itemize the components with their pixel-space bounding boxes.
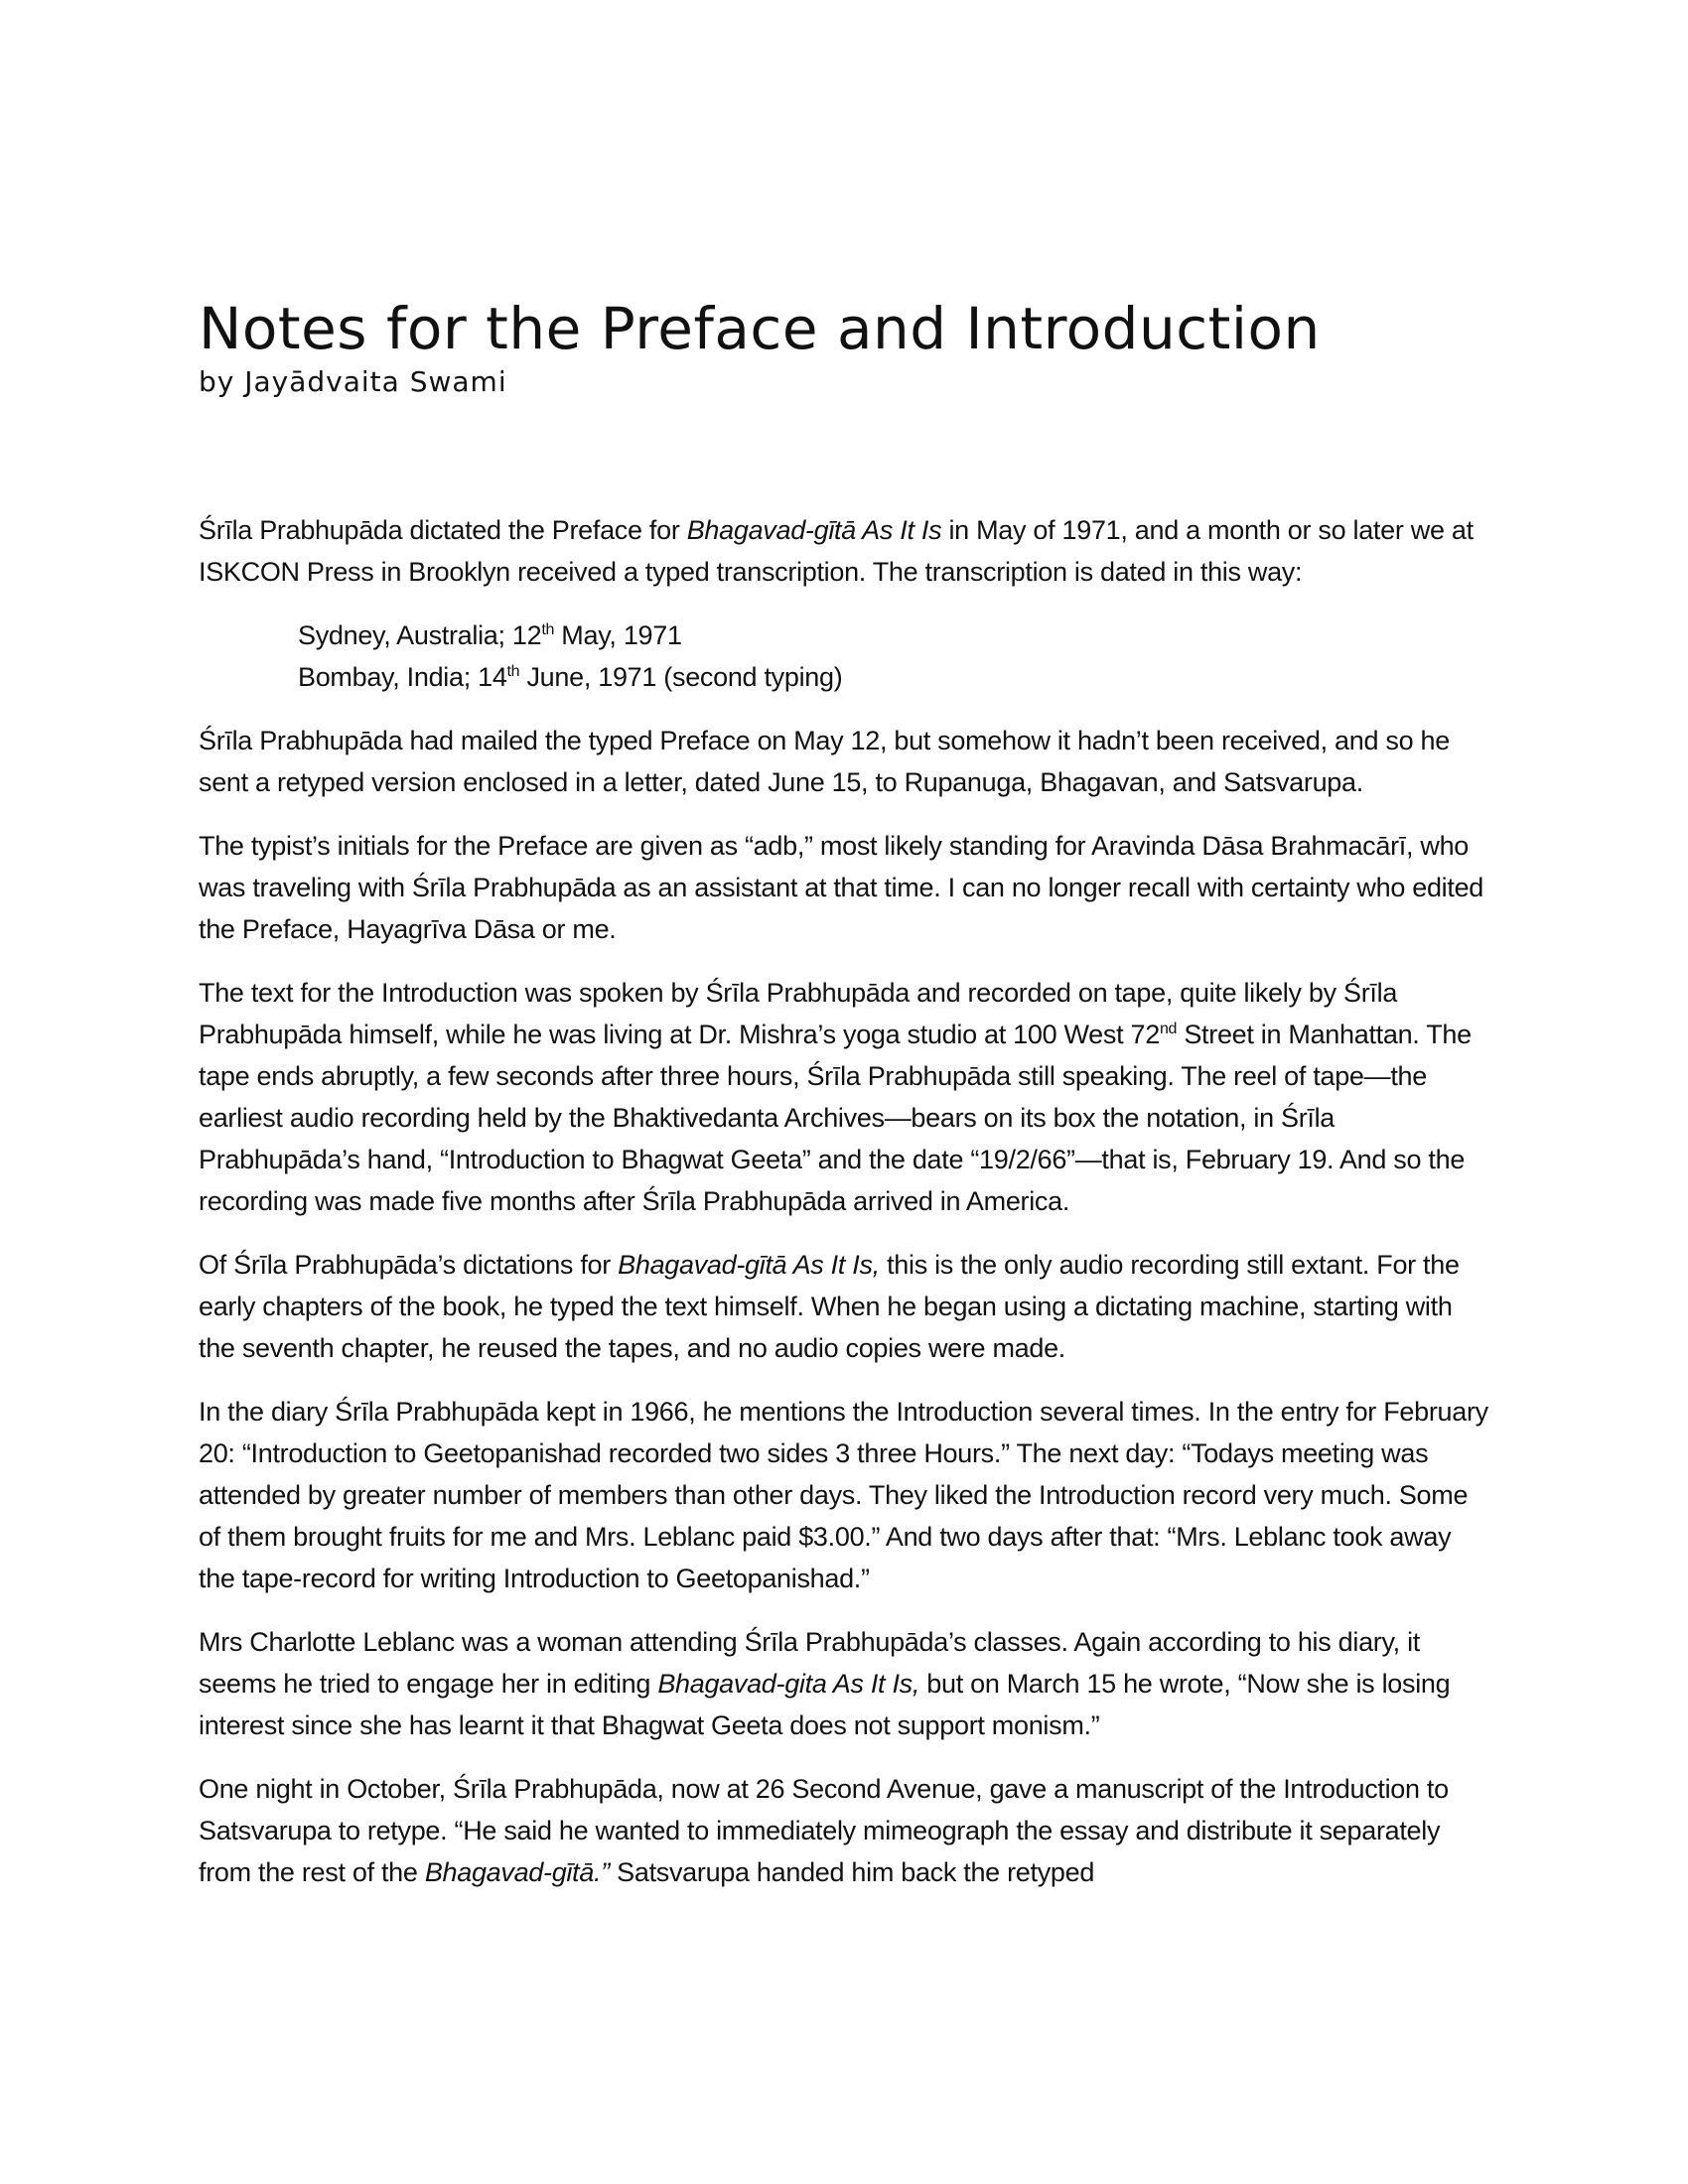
transcription-datelines — [298, 614, 1489, 698]
paragraph-diary: In the diary Śrīla Prabhupāda kept in 1966, he mentions the Introduction several times. In the entry for February 20: “Introduction to Geetopanishad recorded two sides 3 three Hours.” The next day: “Todays meeting was attended by greater number of members than other days. They liked the Introduction record very much. Some of them brought fruits for me and Mrs. Leblanc paid $3.00.” And two days after that: “Mrs. Leblanc took away the tape-record for writing Introduction to Geetopanishad.” — [199, 1396, 1488, 1593]
book-title: Bhagavad-gītā.” — [424, 1856, 610, 1887]
paragraph-leblanc: Mrs Charlotte Leblanc was a woman attending Śrīla Prabhupāda’s classes. Again according to his diary, it seems he tried to engage her in editing Bhagavad-gita As It Is, but on March 15 he wrote, “Now she is losing interest since she has learnt it that Bhagwat Geeta does not support monism.” — [199, 1626, 1451, 1740]
paragraph-preface-dictation: Śrīla Prabhupāda dictated the Preface for Bhagavad-gītā As It Is in May of 1971, and a month or so later we at ISKCON Press in Brooklyn received a typed transcription. The transcription is dated in this way: — [199, 514, 1474, 587]
book-title: Bhagavad-gita As It Is, — [657, 1668, 920, 1699]
document-page — [199, 295, 1489, 1915]
paragraph-typist-initials: The typist’s initials for the Preface are given as “adb,” most likely standing for Aravinda Dāsa Brahmacārī, who was traveling with Śrīla Prabhupāda as an assistant at that time. I can no longer recall with certainty who edited the Preface, Hayagrīva Dāsa or me. — [199, 830, 1484, 944]
page-title: Notes for the Preface and Introduction — [199, 295, 1321, 362]
book-title: Bhagavad-gītā As It Is — [686, 514, 942, 545]
byline: by Jayādvaita Swami — [199, 364, 507, 398]
paragraph-mailed-preface: Śrīla Prabhupāda had mailed the typed Preface on May 12, but somehow it hadn’t been received, and so he sent a retyped version enclosed in a letter, dated June 15, to Rupanuga, Bhagavan, and Satsvarupa. — [199, 725, 1450, 797]
paragraph-manuscript: One night in October, Śrīla Prabhupāda, now at 26 Second Avenue, gave a manuscript of the Introduction to Satsvarupa to retype. “He said he wanted to immediately mimeograph the essay and distribute it separately from the rest of the Bhagavad-gītā.” Satsvarupa handed him back the retyped — [199, 1773, 1449, 1887]
book-title: Bhagavad-gītā As It Is, — [618, 1249, 880, 1280]
paragraph-introduction-recording: The text for the Introduction was spoken by Śrīla Prabhupāda and recorded on tape, quite likely by Śrīla Prabhupāda himself, while he was living at Dr. Mishra’s yoga studio at 100 West 72nd Street in Manhattan. The tape ends abruptly, a few seconds after three hours, Śrīla Prabhupāda still speaking. The reel of tape—the earliest audio recording held by the Bhaktivedanta Archives—bears on its box the notation, in Śrīla Prabhupāda’s hand, “Introduction to Bhagwat Geeta” and the date “19/2/66”—that is, February 19. And so the recording was made five months after Śrīla Prabhupāda arrived in America. — [199, 977, 1472, 1216]
paragraph-dictations: Of Śrīla Prabhupāda’s dictations for Bhagavad-gītā As It Is, this is the only audio recording still extant. For the early chapters of the book, he typed the text himself. When he began using a dictating machine, starting with the seventh chapter, he reused the tapes, and no audio copies were made. — [199, 1249, 1460, 1363]
dateline-bombay: Bombay, India; 14th June, 1971 (second typing) — [298, 661, 843, 692]
dateline-sydney: Sydney, Australia; 12th May, 1971 — [298, 619, 682, 650]
document-body — [199, 509, 1489, 1893]
